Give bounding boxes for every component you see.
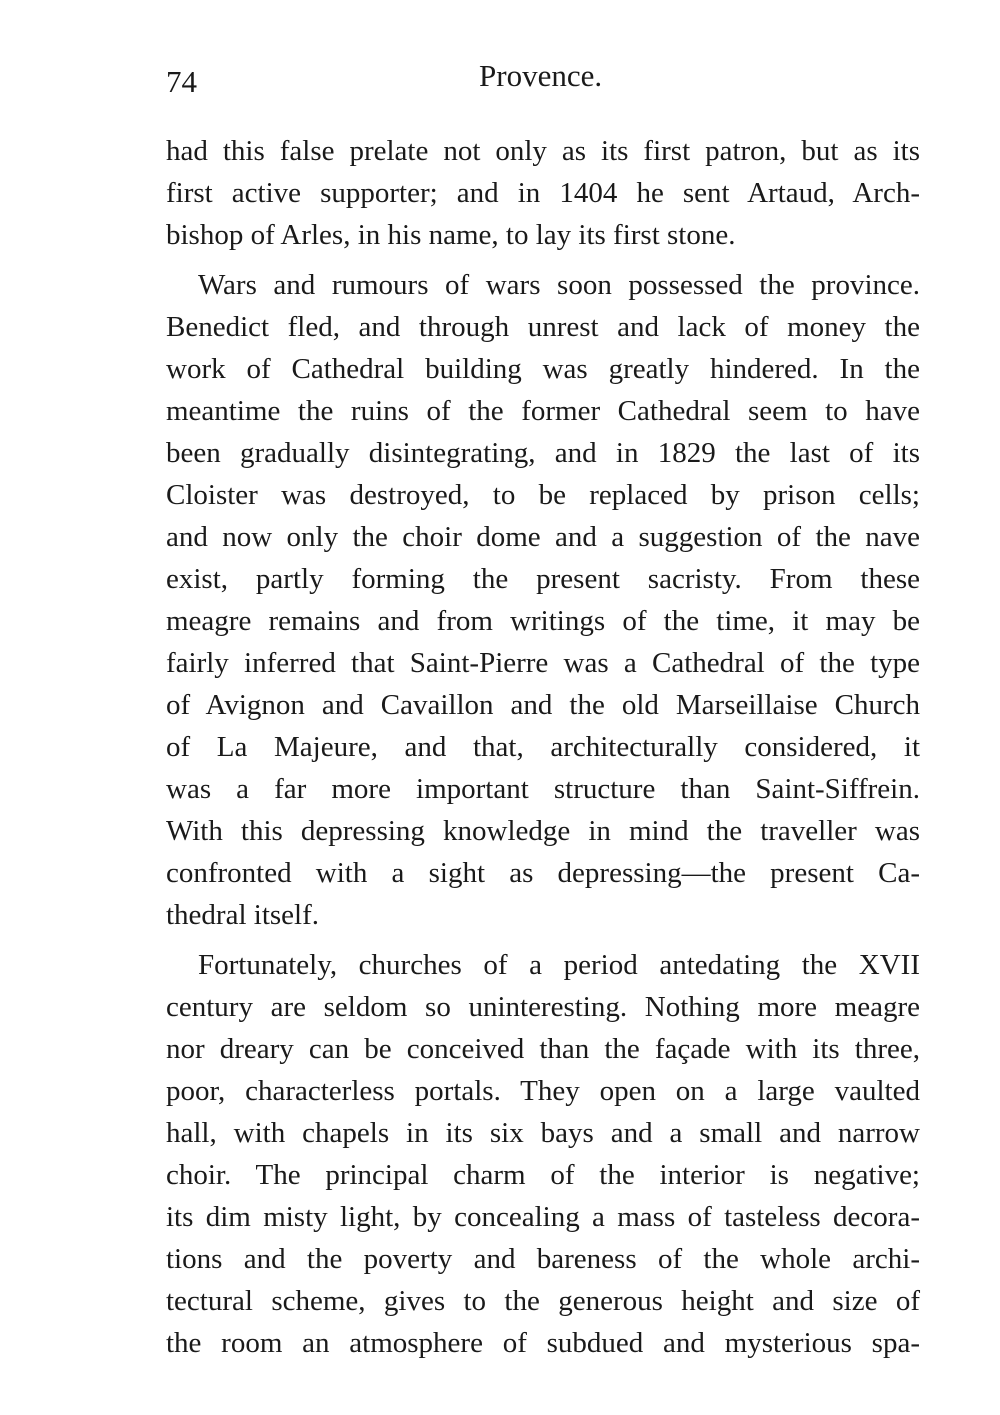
- text-line: nor dreary can be conceived than the façade with its three,: [166, 1033, 920, 1065]
- text-line: been gradually disintegrating, and in 1829 the last of its: [166, 437, 920, 469]
- text-line: the room an atmosphere of subdued and mysterious spa-: [166, 1327, 920, 1359]
- text-line: tions and the poverty and bareness of the whole archi-: [166, 1243, 920, 1275]
- body-text: [166, 130, 920, 1364]
- text-line: exist, partly forming the present sacristy. From these: [166, 563, 920, 595]
- paragraph-3: [166, 944, 920, 1364]
- text-line: its dim misty light, by concealing a mass of tasteless decora-: [166, 1201, 920, 1233]
- paragraph-2: [166, 264, 920, 936]
- paragraph-1: [166, 130, 920, 256]
- text-line: Wars and rumours of wars soon possessed the province.: [198, 269, 920, 301]
- page-number: 74: [166, 64, 197, 99]
- text-line: meantime the ruins of the former Cathedral seem to have: [166, 395, 920, 427]
- text-line: work of Cathedral building was greatly hindered. In the: [166, 353, 920, 385]
- text-line: poor, characterless portals. They open on a large vaulted: [166, 1075, 920, 1107]
- text-line: Fortunately, churches of a period antedating the XVII: [198, 949, 920, 981]
- text-line: meagre remains and from writings of the time, it may be: [166, 605, 920, 637]
- text-line: was a far more important structure than Saint-Siffrein.: [166, 773, 920, 805]
- text-line: With this depressing knowledge in mind the traveller was: [166, 815, 920, 847]
- paragraph-gap: [166, 256, 920, 264]
- text-line: choir. The principal charm of the interior is negative;: [166, 1159, 920, 1191]
- text-line: and now only the choir dome and a suggestion of the nave: [166, 521, 920, 553]
- text-line: hall, with chapels in its six bays and a small and narrow: [166, 1117, 920, 1149]
- running-head: [166, 58, 920, 98]
- paragraph-gap: [166, 936, 920, 944]
- text-line: confronted with a sight as depressing—the present Ca-: [166, 857, 920, 889]
- text-line: first active supporter; and in 1404 he sent Artaud, Arch-: [166, 177, 920, 209]
- text-line: Benedict fled, and through unrest and lack of money the: [166, 311, 920, 343]
- running-title: Provence.: [479, 58, 603, 93]
- text-line: tectural scheme, gives to the generous height and size of: [166, 1285, 920, 1317]
- text-line: fairly inferred that Saint-Pierre was a Cathedral of the type: [166, 647, 920, 679]
- text-line: had this false prelate not only as its first patron, but as its: [166, 135, 920, 167]
- text-line: thedral itself.: [166, 899, 320, 931]
- text-line: bishop of Arles, in his name, to lay its first stone.: [166, 219, 736, 251]
- text-line: of Avignon and Cavaillon and the old Marseillaise Church: [166, 689, 920, 721]
- text-line: of La Majeure, and that, architecturally considered, it: [166, 731, 920, 763]
- text-line: century are seldom so uninteresting. Nothing more meagre: [166, 991, 920, 1023]
- text-line: Cloister was destroyed, to be replaced by prison cells;: [166, 479, 920, 511]
